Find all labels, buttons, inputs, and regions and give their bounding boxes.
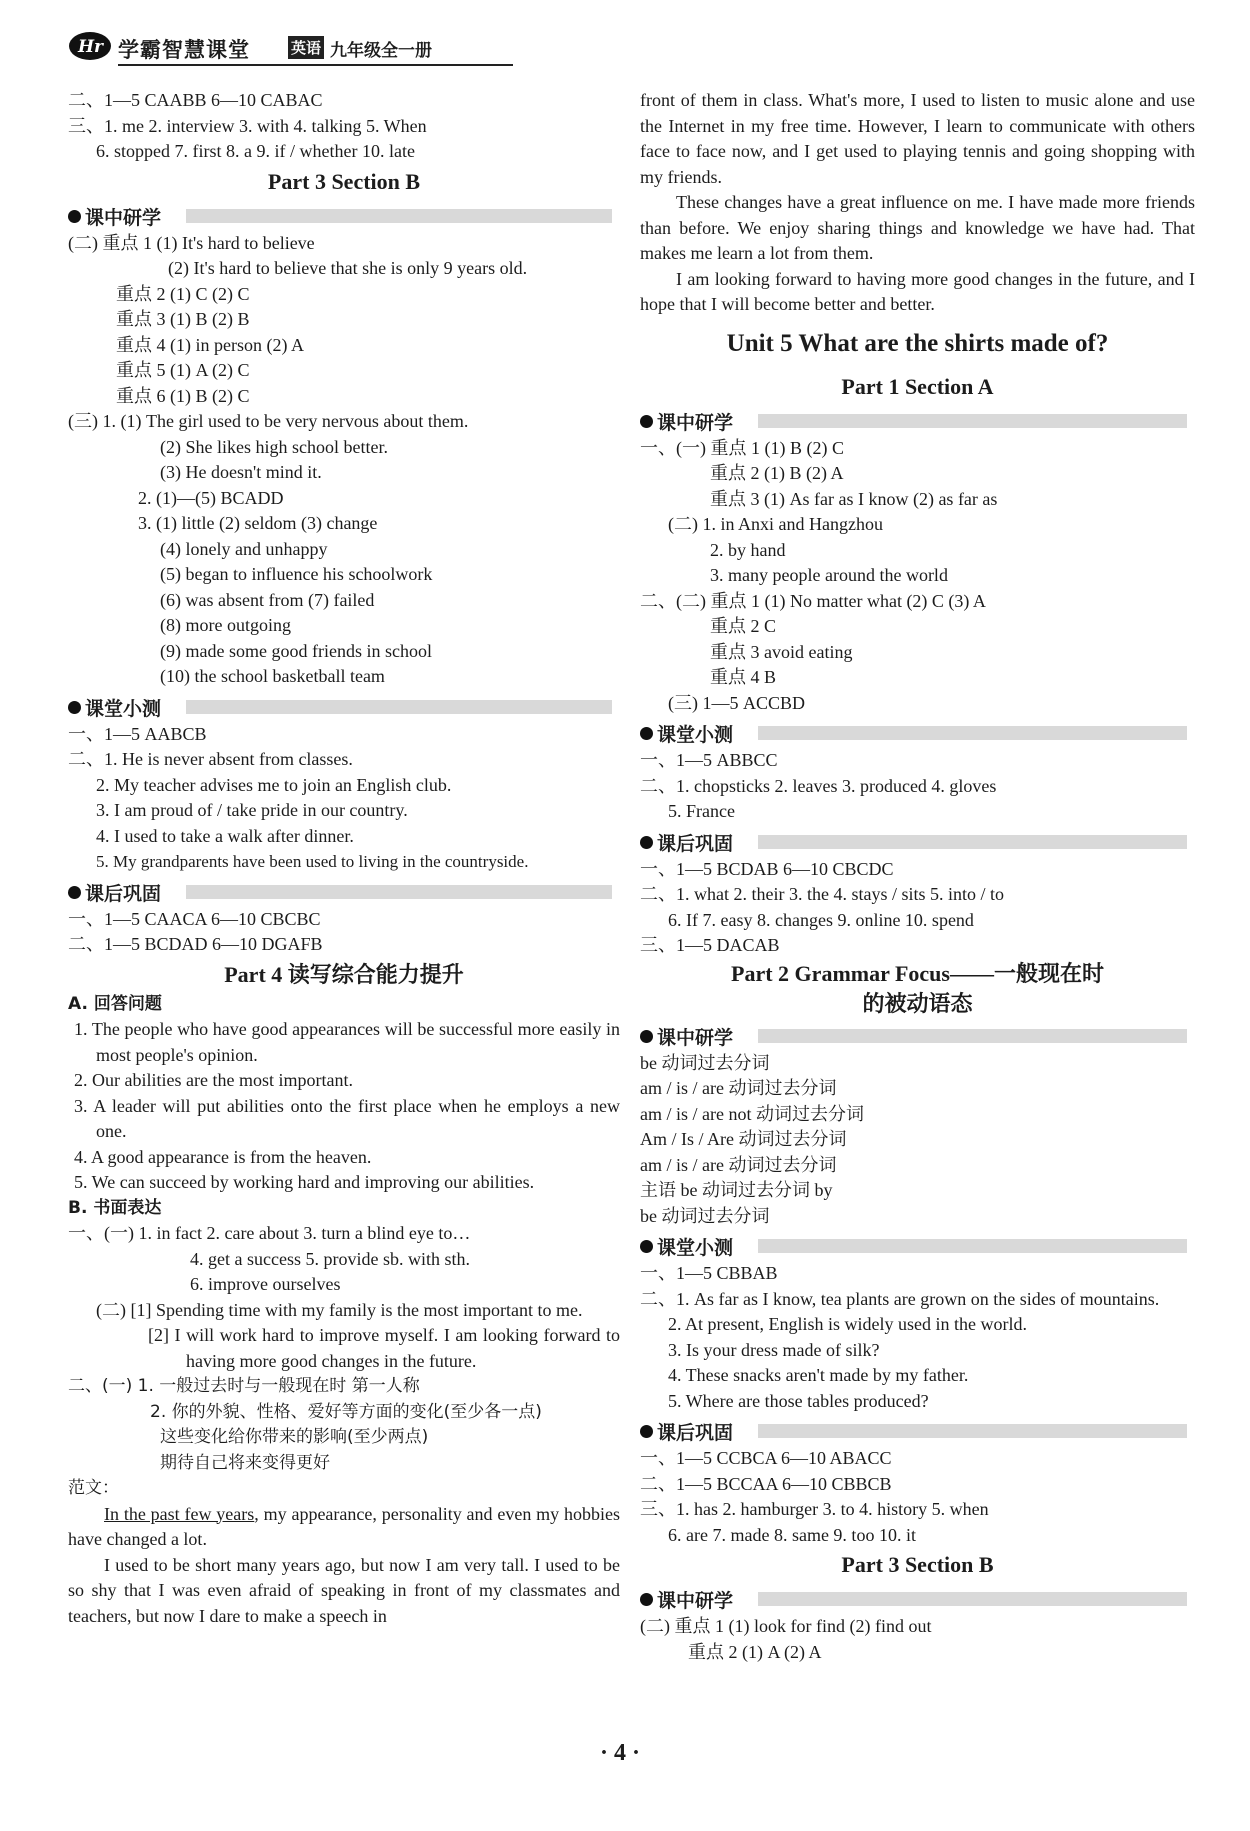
answer-line: 一、(一) 1. in fact 2. care about 3. turn a blind eye to…	[68, 1223, 471, 1243]
section-label-text: 课堂小测	[657, 724, 734, 746]
answer-line: 二、1. As far as I know, tea plants are grown on the sides of mountains.	[640, 1288, 1160, 1309]
section-label	[640, 829, 739, 856]
answer-line: 5. France	[668, 801, 735, 821]
answer-line: 3. many people around the world	[710, 565, 948, 585]
brand-title: 学霸智慧课堂	[118, 38, 250, 62]
part-title: Part 4 读写综合能力提升	[224, 961, 464, 987]
section-label	[640, 1418, 739, 1445]
answer-line: 4. These snacks aren't made by my father.	[668, 1365, 969, 1385]
bullet-icon	[640, 1030, 653, 1043]
answer-line: 2. Our abilities are the most important.	[74, 1070, 353, 1090]
answer-line: 这些变化给你带来的影响(至少两点)	[160, 1427, 429, 1447]
answer-line: 2. 你的外貌、性格、爱好等方面的变化(至少各一点)	[150, 1401, 542, 1422]
answer-line: 5. We can succeed by working hard and improving our abilities.	[74, 1172, 535, 1192]
section-header	[640, 1416, 1195, 1446]
answer-line: 重点 3 (1) B (2) B	[116, 309, 250, 329]
section-header	[640, 1584, 1195, 1614]
answer-line: 三、1. me 2. interview 3. with 4. talking 5. When	[68, 115, 427, 136]
essay-text: , my appearance, personality and even my hobbies have changed a lot.	[68, 1503, 620, 1549]
section-label-text: 课中研学	[85, 206, 162, 229]
section-label	[640, 1586, 739, 1613]
answer-line: 3. I am proud of / take pride in our country.	[96, 800, 408, 820]
answer-line: (2) It's hard to believe that she is only 9 years old.	[168, 258, 528, 278]
section-label-text: 课堂小测	[85, 697, 162, 720]
answer-line: (三) 1. (1) The girl used to be very nervous about them.	[68, 411, 469, 431]
answer-line: 重点 3 avoid eating	[710, 641, 853, 662]
answer-line: 二、1—5 BCCAA 6—10 CBBCB	[640, 1473, 892, 1494]
answer-line: 一、1—5 CCBCA 6—10 ABACC	[640, 1448, 892, 1468]
answer-line: 主语 be 动词过去分词 by	[640, 1180, 833, 1200]
bullet-icon	[640, 727, 653, 740]
section-header	[640, 718, 1195, 748]
section-label	[68, 879, 167, 906]
answer-line: 重点 2 (1) B (2) A	[710, 463, 844, 483]
bullet-icon	[68, 701, 81, 714]
answer-line: (6) was absent from (7) failed	[160, 589, 375, 610]
section-header	[640, 1231, 1195, 1261]
answer-line: (二) 重点 1 (1) It's hard to believe	[68, 232, 315, 253]
answer-line: 重点 3 (1) As far as I know (2) as far as	[710, 488, 998, 509]
essay-paragraph: I am looking forward to having more good changes in the future, and I hope that I will become better and better.	[640, 268, 1195, 314]
brand-logo-icon	[68, 28, 114, 64]
section-label-text: 课后巩固	[85, 882, 162, 905]
answer-line: (4) lonely and unhappy	[160, 538, 328, 559]
answer-line: 二、1. chopsticks 2. leaves 3. produced 4. gloves	[640, 775, 997, 796]
answer-line: 重点 6 (1) B (2) C	[116, 385, 250, 406]
answer-line: am / is / are not 动词过去分词	[640, 1103, 864, 1124]
answer-line: 一、1—5 AABCB	[68, 723, 207, 744]
answer-line: 3. (1) little (2) seldom (3) change	[138, 513, 378, 533]
section-label-text: 课堂小测	[657, 1237, 734, 1259]
answer-line: 二、(二) 重点 1 (1) No matter what (2) C (3) A	[640, 590, 986, 611]
section-label	[68, 203, 167, 230]
answer-line: (8) more outgoing	[160, 615, 291, 635]
subject-badge: 英语	[288, 36, 324, 59]
left-column	[68, 88, 620, 1629]
bullet-icon	[640, 1425, 653, 1438]
answer-line: 2. My teacher advises me to join an English club.	[96, 774, 452, 795]
answer-line: 重点 4 (1) in person (2) A	[116, 334, 304, 355]
answer-line: 4. A good appearance is from the heaven.	[74, 1146, 372, 1167]
section-bar	[758, 1424, 1187, 1438]
part-title: Part 3 Section B	[267, 168, 421, 194]
essay-paragraph: front of them in class. What's more, I used to listen to music alone and use the Internet in my free time. However, I learn to communicate with others face to face now, and I get used to playing tennis and going shopping with my friends.	[640, 90, 1195, 187]
section-bar	[186, 700, 612, 714]
essay-paragraph: These changes have a great influence on me. I have made more friends than before. We enjoy sharing things and knowledge we have had. That makes me learn a lot from them.	[640, 192, 1195, 263]
section-label-text: 课后巩固	[657, 832, 734, 855]
section-label-text: 课后巩固	[657, 1422, 734, 1444]
answer-line: 二、(一) 1. 一般过去时与一般现在时 第一人称	[68, 1376, 420, 1396]
subsection-heading: B. 书面表达	[68, 1197, 162, 1218]
section-bar	[758, 726, 1187, 740]
right-column	[640, 88, 1195, 1665]
section-header	[640, 827, 1195, 857]
answer-line: am / is / are 动词过去分词	[640, 1154, 837, 1175]
answer-line: am / is / are 动词过去分词	[640, 1078, 837, 1098]
section-bar	[758, 1029, 1187, 1043]
answer-line: (10) the school basketball team	[160, 666, 385, 686]
bullet-icon	[640, 836, 653, 849]
answer-line: 重点 5 (1) A (2) C	[116, 360, 250, 380]
answer-line: 6. If 7. easy 8. changes 9. online 10. spend	[668, 909, 974, 930]
part-title: Part 1 Section A	[841, 373, 994, 399]
bullet-icon	[68, 886, 81, 899]
answer-line: 3. Is your dress made of silk?	[668, 1339, 880, 1360]
answer-line: 6. are 7. made 8. same 9. too 10. it	[668, 1524, 916, 1545]
bullet-icon	[640, 1593, 653, 1606]
answer-line: 一、1—5 BCDAB 6—10 CBCDC	[640, 858, 894, 879]
answer-line: 1. The people who have good appearances will be successful more easily in most people's opinion.	[74, 1019, 620, 1065]
answer-line: [2] I will work hard to improve myself. I am looking forward to having more good changes in the future.	[148, 1325, 620, 1371]
answer-line: 重点 4 B	[710, 667, 777, 687]
answer-line: 2. (1)—(5) BCADD	[138, 487, 284, 508]
answer-line: (2) She likes high school better.	[160, 436, 388, 457]
essay-paragraph	[68, 1502, 620, 1553]
answer-line: 三、1. has 2. hamburger 3. to 4. history 5. when	[640, 1499, 989, 1519]
subsection-heading: A. 回答问题	[68, 993, 162, 1014]
svg-text:Hr: Hr	[78, 37, 104, 57]
answer-line: 一、(一) 重点 1 (1) B (2) C	[640, 437, 844, 458]
answer-line: (三) 1—5 ACCBD	[668, 692, 806, 713]
answer-line: (3) He doesn't mind it.	[160, 462, 322, 482]
answer-line: 重点 2 (1) C (2) C	[116, 283, 250, 304]
part-title: Part 2 Grammar Focus——一般现在时	[731, 960, 1104, 986]
part-title: Part 3 Section B	[841, 1552, 994, 1577]
answer-line: 2. by hand	[710, 539, 786, 560]
answer-line: Am / Is / Are 动词过去分词	[640, 1129, 847, 1149]
answer-line: 期待自己将来变得更好	[160, 1452, 330, 1473]
answer-line: 3. A leader will put abilities onto the first place when he employs a new one.	[74, 1095, 620, 1141]
bullet-icon	[68, 210, 81, 223]
answer-line: 5. My grandparents have been used to living in the countryside.	[96, 852, 529, 871]
answer-line: 重点 2 C	[710, 616, 777, 636]
section-label	[640, 1023, 739, 1050]
section-label-text: 课中研学	[657, 1026, 734, 1049]
essay-paragraph: I used to be short many years ago, but now I am very tall. I used to be so shy that I was even afraid of speaking in front of my classmates and teachers, but now I dare to make a speech in	[68, 1554, 620, 1626]
section-header	[640, 1021, 1195, 1051]
bullet-icon	[640, 415, 653, 428]
section-header	[640, 406, 1195, 436]
section-header	[68, 201, 620, 231]
section-header	[68, 877, 620, 907]
answer-line: 4. I used to take a walk after dinner.	[96, 825, 354, 846]
answer-line: 二、1—5 BCDAD 6—10 DGAFB	[68, 934, 323, 954]
answer-line: (二) [1] Spending time with my family is the most important to me.	[96, 1299, 583, 1320]
section-label	[640, 720, 739, 747]
answer-line: 5. Where are those tables produced?	[668, 1390, 929, 1411]
model-essay-label: 范文：	[68, 1478, 119, 1498]
header-rule	[118, 64, 513, 66]
part-title: 的被动语态	[862, 990, 973, 1016]
section-label	[640, 1233, 739, 1260]
answer-line: 重点 2 (1) A (2) A	[688, 1641, 822, 1662]
page-number: · 4 ·	[600, 1740, 641, 1766]
bullet-icon	[640, 1240, 653, 1253]
page-header	[68, 28, 448, 68]
answer-line: (5) began to influence his schoolwork	[160, 564, 433, 584]
essay-underlined-phrase: In the past few years	[104, 1503, 255, 1524]
answer-line: (二) 重点 1 (1) look for find (2) find out	[640, 1616, 932, 1636]
section-label	[640, 408, 739, 435]
section-bar	[758, 1592, 1187, 1606]
answer-line: 三、1—5 DACAB	[640, 935, 780, 955]
section-bar	[758, 1239, 1187, 1253]
answer-line: 一、1—5 CBBAB	[640, 1263, 778, 1283]
section-bar	[186, 209, 612, 223]
answer-line: 2. At present, English is widely used in the world.	[668, 1314, 1027, 1334]
section-label-text: 课中研学	[657, 411, 734, 434]
section-header	[68, 692, 620, 722]
answer-line: 6. stopped 7. first 8. a 9. if / whether 10. late	[96, 141, 415, 161]
answer-line: be 动词过去分词	[640, 1205, 770, 1226]
answer-line: 6. improve ourselves	[190, 1274, 341, 1294]
answer-line: 4. get a success 5. provide sb. with sth.	[190, 1248, 470, 1269]
answer-line: 一、1—5 ABBCC	[640, 750, 778, 770]
section-bar	[758, 414, 1187, 428]
answer-line: 二、1. what 2. their 3. the 4. stays / sits 5. into / to	[640, 884, 1004, 904]
section-label	[68, 694, 167, 721]
grade-label: 九年级全一册	[330, 41, 432, 61]
section-bar	[186, 885, 612, 899]
answer-line: 一、1—5 CAACA 6—10 CBCBC	[68, 908, 321, 929]
answer-line: (二) 1. in Anxi and Hangzhou	[668, 514, 883, 534]
section-bar	[758, 835, 1187, 849]
answer-line: be 动词过去分词	[640, 1052, 770, 1073]
unit-title: Unit 5 What are the shirts made of?	[726, 329, 1109, 357]
answer-line: 二、1—5 CAABB 6—10 CABAC	[68, 90, 323, 110]
answer-line: 二、1. He is never absent from classes.	[68, 749, 353, 769]
answer-line: (9) made some good friends in school	[160, 640, 432, 661]
section-label-text: 课中研学	[657, 1590, 734, 1612]
